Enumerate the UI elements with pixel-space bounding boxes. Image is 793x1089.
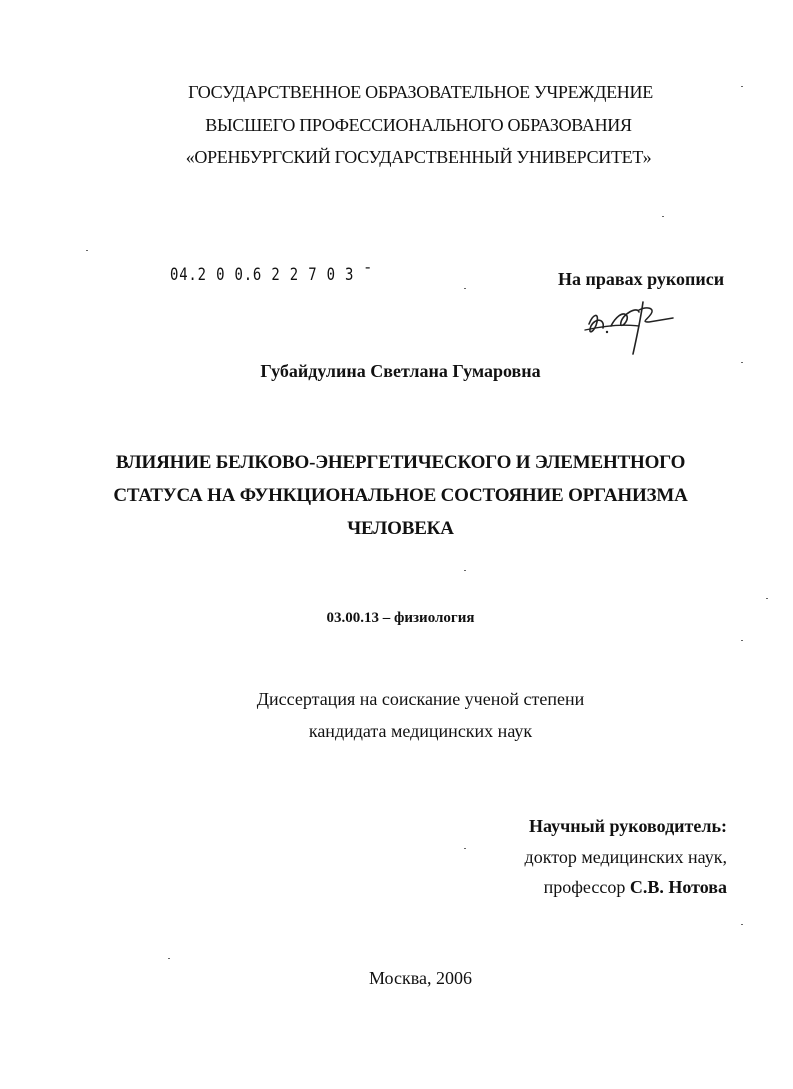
supervisor-name-line bbox=[544, 876, 727, 898]
supervisor-name: С.В. Нотова bbox=[629, 877, 727, 897]
dissertation-line-1: Диссертация на соискание ученой степени bbox=[256, 689, 585, 709]
title-line-2: СТАТУСА НА ФУНКЦИОНАЛЬНОЕ СОСТОЯНИЕ ОРГАНИЗМА bbox=[113, 485, 688, 506]
institution-line-2: ВЫСШЕГО ПРОФЕССИОНАЛЬНОГО ОБРАЗОВАНИЯ bbox=[205, 115, 632, 135]
author-name: Губайдулина Светлана Гумаровна bbox=[260, 361, 541, 381]
registration-number: 04.2 0 0.6 2 2 7 0 3 ˉ bbox=[170, 265, 373, 285]
scan-speck bbox=[741, 86, 743, 87]
scan-speck bbox=[464, 848, 466, 849]
specialty-code: 03.00.13 – физиология bbox=[326, 610, 475, 626]
rights-note: На правах рукописи bbox=[558, 269, 725, 289]
title-line-3: ЧЕЛОВЕКА bbox=[347, 518, 454, 539]
scan-speck bbox=[766, 598, 768, 599]
supervisor-degree: доктор медицинских наук, bbox=[524, 847, 727, 867]
signature-icon bbox=[583, 296, 683, 356]
scan-speck bbox=[168, 958, 170, 959]
scan-speck bbox=[464, 570, 466, 571]
dissertation-line-2: кандидата медицинских наук bbox=[308, 721, 533, 741]
title-line-1: ВЛИЯНИЕ БЕЛКОВО-ЭНЕРГЕТИЧЕСКОГО И ЭЛЕМЕНТНОГО bbox=[115, 452, 686, 473]
scan-speck bbox=[741, 362, 743, 363]
scan-speck bbox=[662, 216, 664, 217]
scan-speck bbox=[741, 640, 743, 641]
scan-speck bbox=[464, 288, 466, 289]
institution-line-1: ГОСУДАРСТВЕННОЕ ОБРАЗОВАТЕЛЬНОЕ УЧРЕЖДЕНИЕ bbox=[188, 82, 653, 102]
supervisor-title: профессор bbox=[543, 877, 626, 897]
city-year: Москва, 2006 bbox=[369, 968, 472, 988]
supervisor-label: Научный руководитель: bbox=[529, 816, 727, 836]
scan-speck bbox=[741, 924, 743, 925]
scan-speck bbox=[86, 250, 88, 251]
institution-line-3: «ОРЕНБУРГСКИЙ ГОСУДАРСТВЕННЫЙ УНИВЕРСИТЕТ» bbox=[185, 147, 652, 167]
